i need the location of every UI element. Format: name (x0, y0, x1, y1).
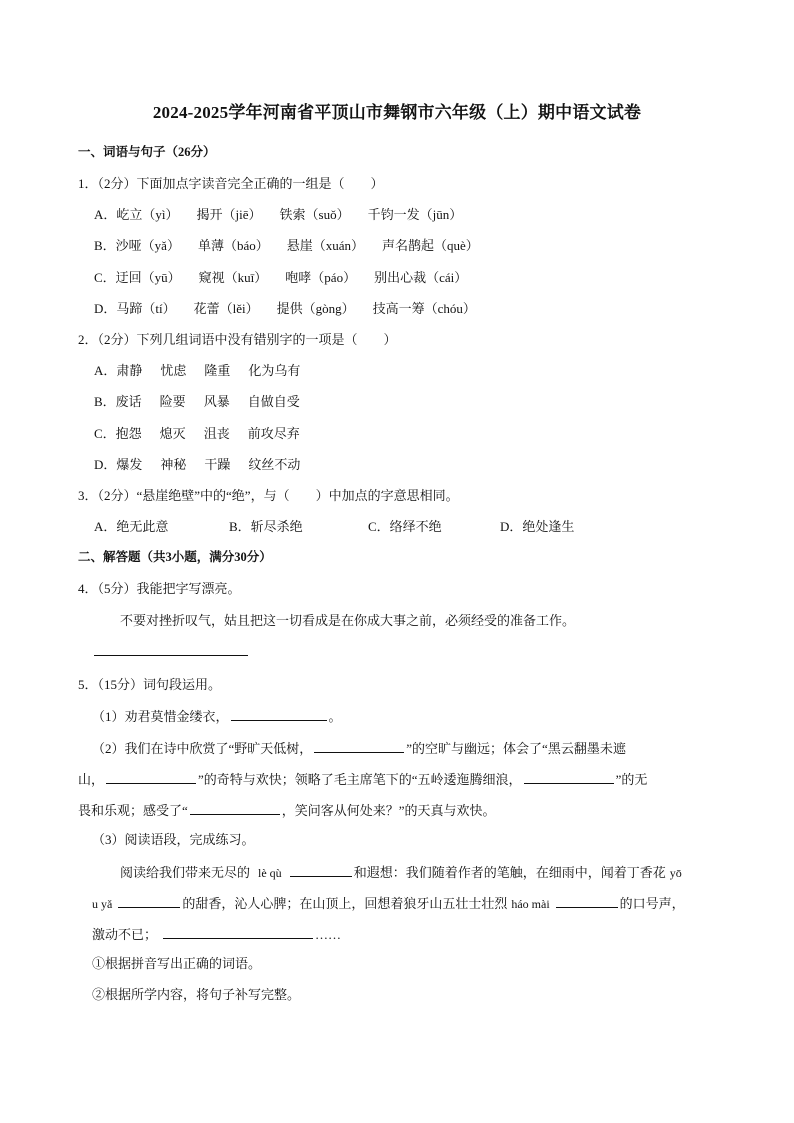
page-title: 2024-2025学年河南省平顶山市舞钢市六年级（上）期中语文试卷 (152, 103, 642, 122)
question-4-text: 不要对挫折叹气，姑且把这一切看成是在你成大事之前，必须经受的准备工作。 (120, 613, 576, 628)
question-3-option-d[interactable]: D．绝处逢生 (500, 519, 575, 534)
question-5-part-2-line-2: 山， ”的奇特与欢快；领略了毛主席笔下的“五岭逶迤腾细浪， ”的无 (78, 772, 648, 787)
question-1-option-d[interactable]: D．马蹄（tí） 花蕾（lěi） 提供（gòng） 技高一筹（chóu） (94, 301, 476, 316)
question-2-option-a[interactable]: A．肃静 忧虑 隆重 化为乌有 (94, 363, 301, 378)
answer-blank[interactable] (290, 864, 352, 877)
question-5-part-2-line-1: （2）我们在诗中欣赏了“野旷天低树， ”的空旷与幽远；体会了“黑云翻墨未遮 (92, 741, 626, 756)
question-1-option-a[interactable]: A．屹立（yì） 揭开（jiē） 铁索（suǒ） 千钧一发（jūn） (94, 207, 463, 222)
section-heading-1: 一、词语与句子（26分） (78, 145, 216, 159)
section-heading-2: 二、解答题（共3小题，满分30分） (78, 550, 272, 564)
question-2-option-c[interactable]: C．抱怨 熄灭 沮丧 前攻尽弃 (94, 426, 300, 441)
question-5-stem: 5．（15分）词句段运用。 (78, 677, 222, 692)
answer-blank[interactable] (556, 895, 618, 908)
question-3-stem: 3．（2分）“悬崖绝壁”中的“绝”，与（ ）中加点的字意思相同。 (78, 488, 459, 503)
question-5-part-3-line-1: 阅读给我们带来无尽的 lè qù 和遐想：我们随着作者的笔触，在细雨中，闻着丁香花 yō (120, 865, 682, 880)
answer-blank[interactable] (106, 771, 196, 784)
question-3-option-a[interactable]: A．绝无此意 (94, 519, 169, 534)
question-3-option-c[interactable]: C．络绎不绝 (368, 519, 442, 534)
answer-blank[interactable] (190, 802, 280, 815)
question-5-part-2-line-3: 畏和乐观；感受了“ ，笑问客从何处来？”的天真与欢快。 (78, 803, 496, 818)
question-3-option-b[interactable]: B．斩尽杀绝 (229, 519, 303, 534)
question-2-option-b[interactable]: B．废话 险要 风暴 自做自受 (94, 394, 300, 409)
question-1-option-b[interactable]: B．沙哑（yǎ） 单薄（báo） 悬崖（xuán） 声名鹊起（què） (94, 238, 479, 253)
question-5-part-3-line-3: 激动不已； …… (92, 927, 342, 942)
question-5-part-3-line-2: u yǎ 的甜香，沁人心脾；在山顶上，回想着狼牙山五壮士壮烈 háo mài 的口号声， (92, 896, 685, 911)
question-4-answer-blank[interactable] (92, 643, 250, 658)
answer-blank[interactable] (231, 708, 327, 721)
answer-blank[interactable] (118, 895, 180, 908)
question-1-option-c[interactable]: C．迂回（yū） 窥视（kuī） 咆哮（páo） 别出心裁（cái） (94, 270, 468, 285)
question-2-stem: 2．（2分）下列几组词语中没有错别字的一项是（ ） (78, 332, 397, 347)
question-5-sub-2: ②根据所学内容，将句子补写完整。 (92, 987, 301, 1002)
question-4-stem: 4．（5分）我能把字写漂亮。 (78, 581, 241, 596)
answer-blank[interactable] (524, 771, 614, 784)
question-5-part-1: （1）劝君莫惜金缕衣， 。 (92, 709, 342, 724)
question-2-option-d[interactable]: D．爆发 神秘 干躁 纹丝不动 (94, 457, 301, 472)
answer-blank[interactable] (163, 926, 313, 939)
answer-blank[interactable] (314, 740, 404, 753)
question-5-part-3-heading: （3）阅读语段，完成练习。 (92, 832, 255, 847)
question-5-sub-1: ①根据拼音写出正确的词语。 (92, 956, 262, 971)
question-1-stem: 1．（2分）下面加点字读音完全正确的一组是（ ） (78, 176, 384, 191)
